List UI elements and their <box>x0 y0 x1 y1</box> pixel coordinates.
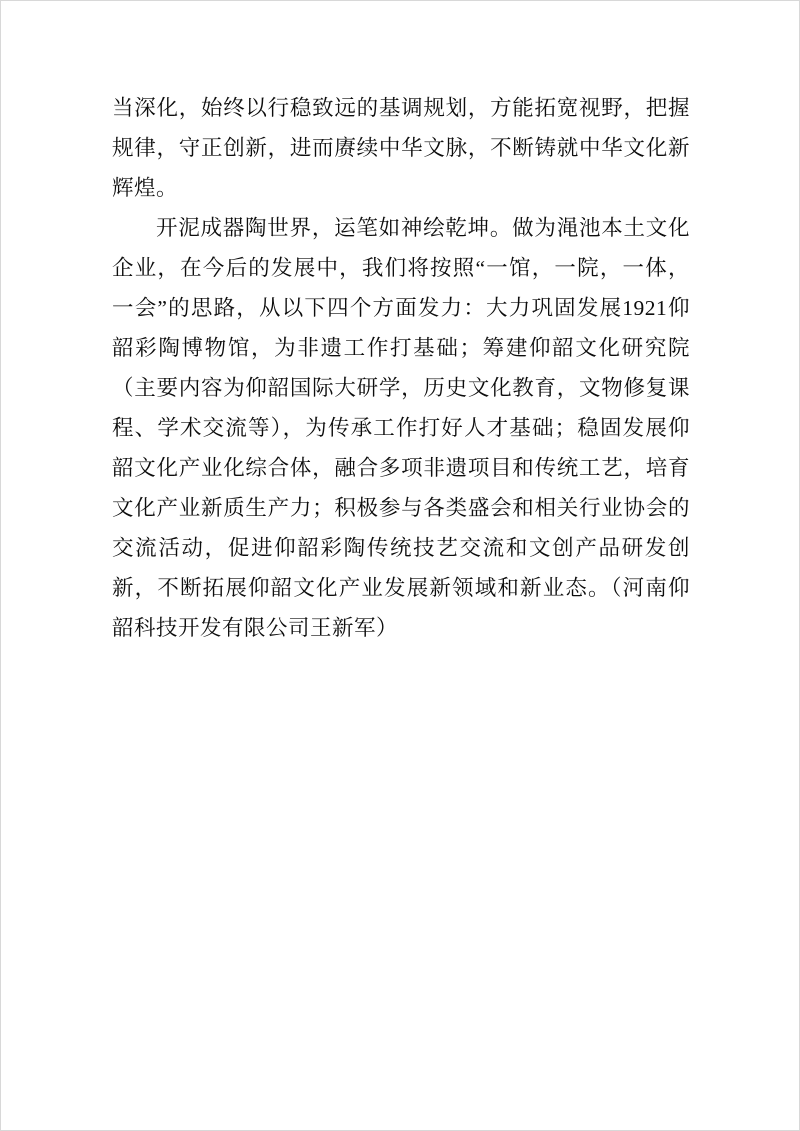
document-body <box>112 88 690 648</box>
paragraph-1: 当深化，始终以行稳致远的基调规划，方能拓宽视野，把握规律，守正创新，进而赓续中华文脉，不断铸就中华文化新辉煌。 <box>112 96 690 200</box>
paragraph-2: 开泥成器陶世界，运笔如神绘乾坤。做为渑池本土文化企业，在今后的发展中，我们将按照“一馆，一院，一体，一会”的思路，从以下四个方面发力：大力巩固发展1921仰韶彩陶博物馆，为非遗工作打基础；筹建仰韶文化研究院（主要内容为仰韶国际大研学，历史文化教育，文物修复课程、学术交流等），为传承工作打好人才基础；稳固发展仰韶文化产业化综合体，融合多项非遗项目和传统工艺，培育文化产业新质生产力；积极参与各类盛会和相关行业协会的交流活动，促进仰韶彩陶传统技艺交流和文创产品研发创新，不断拓展仰韶文化产业发展新领域和新业态。（河南仰韶科技开发有限公司王新军） <box>112 216 690 640</box>
